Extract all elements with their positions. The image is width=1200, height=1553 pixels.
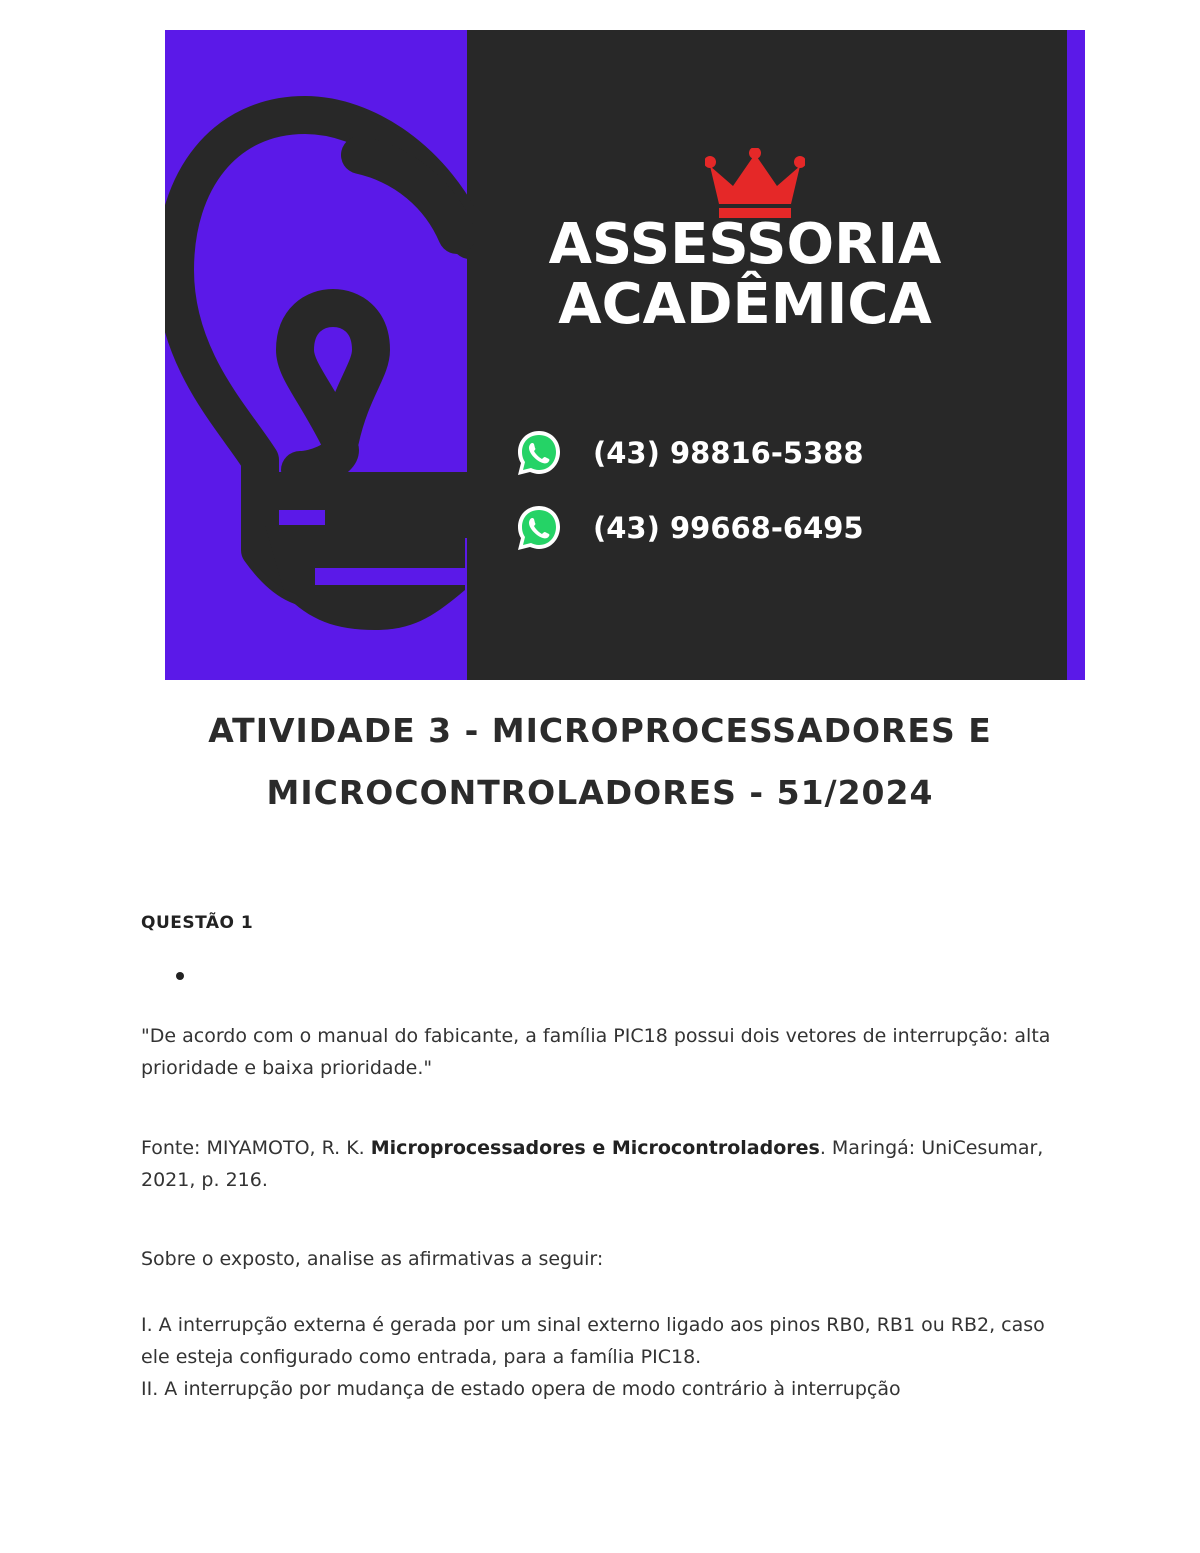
brand-name [545,212,945,337]
statement-1: I. A interrupção externa é gerada por um sinal externo ligado aos pinos RB0, RB1 ou RB2, caso ele esteja configurado como entrada, para a família PIC18. [141,1314,1045,1368]
source-prefix: Fonte: MIYAMOTO, R. K. [141,1137,371,1159]
brand-line-1: ASSESSORIA [548,212,942,277]
lightbulb-icon [165,30,475,680]
banner-edge-strip [1067,30,1085,680]
bullet-point [176,972,184,980]
prompt-paragraph: Sobre o exposto, analise as afirmativas a seguir: [141,1248,604,1270]
quote-paragraph: "De acordo com o manual do fabicante, a família PIC18 possui dois vetores de interrupção: alta prioridade e baixa prioridade." [141,1025,1051,1079]
brand-line-2: ACADÊMICA [558,272,932,337]
crown-icon [705,148,805,220]
phone-number-1: (43) 98816-5388 [593,436,864,470]
title-line-2: MICROCONTROLADORES - 51/2024 [266,773,934,812]
whatsapp-icon [515,429,563,477]
document-title [100,700,1100,824]
phone-row-1[interactable] [515,428,864,478]
whatsapp-icon [515,504,563,552]
source-paragraph [141,1132,1071,1196]
phone-row-2[interactable] [515,503,864,553]
title-line-1: ATIVIDADE 3 - MICROPROCESSADORES E [208,711,992,750]
phone-number-2: (43) 99668-6495 [593,511,864,545]
statement-2: II. A interrupção por mudança de estado opera de modo contrário à interrupção [141,1378,901,1400]
question-label: QUESTÃO 1 [141,913,254,933]
dark-panel [467,30,1085,680]
advert-banner [165,30,1085,680]
source-title: Microprocessadores e Microcontroladores [370,1137,820,1159]
source-suffix: . Maringá: UniCesumar, 2021, p. 216. [141,1137,1044,1191]
